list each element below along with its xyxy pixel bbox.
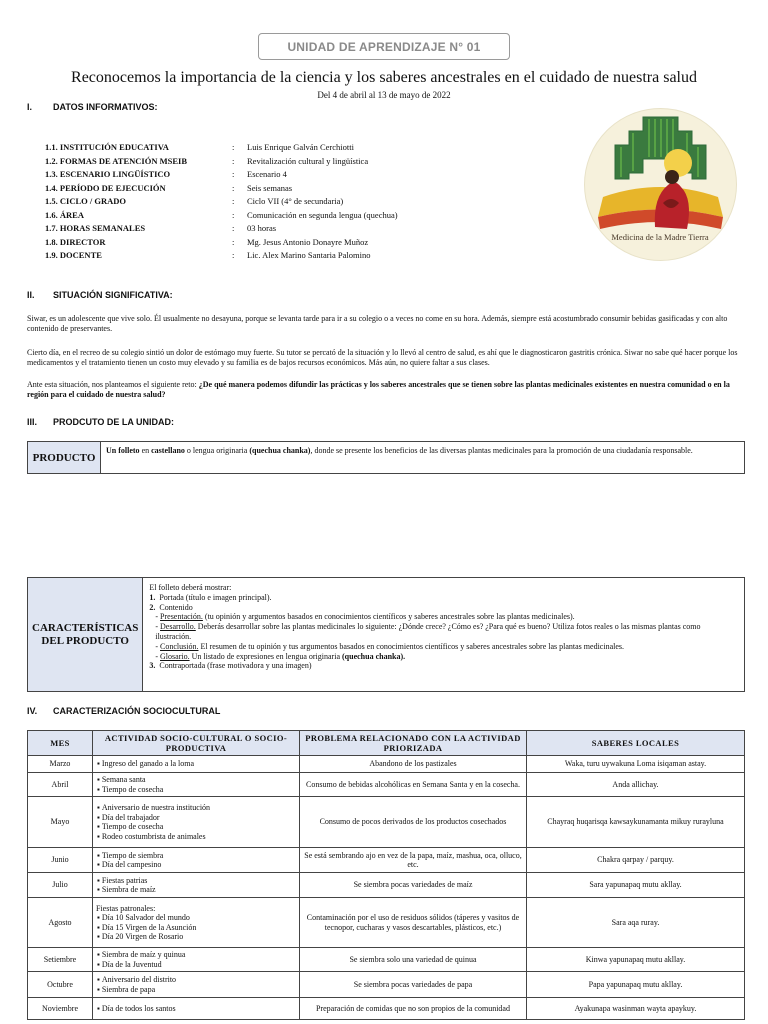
info-colon: : [232, 223, 235, 233]
cell-actividad [93, 873, 300, 898]
actividad-item: ▪ Siembra de maíz y quinua [96, 950, 296, 960]
situation-challenge [27, 380, 739, 400]
info-key: 1.1. INSTITUCIÓN EDUCATIVA [45, 142, 169, 152]
info-row [45, 222, 398, 236]
info-colon: : [232, 169, 235, 179]
table-row [28, 797, 745, 848]
cell-saberes: Papa yapunapaq mutu akllay. [527, 972, 745, 998]
char-item-1: 1. Portada (título e imagen principal). [149, 592, 272, 602]
char-sub-glosario: - Glosario. Un listado de expresiones en lengua originaria (quechua chanka). [155, 651, 406, 661]
product-description: Un folleto en castellano o lengua originaria (quechua chanka), donde se presente los beneficios de las diversas plantas medicinales para la promoción de una ciudadanía responsable. [101, 442, 745, 474]
section-number: IV. [27, 706, 38, 716]
actividad-item: ▪ Día 15 Virgen de la Asunción [96, 923, 296, 933]
info-key: 1.8. DIRECTOR [45, 236, 106, 247]
actividad-pre: Fiestas patronales: [96, 903, 156, 913]
cell-mes: Abril [28, 773, 93, 797]
actividad-item: ▪ Siembra de papa [96, 985, 296, 995]
char-item-2: 2. Contenido [149, 602, 193, 612]
section-number: II. [27, 290, 35, 300]
info-value: Comunicación en segunda lengua (quechua) [247, 209, 398, 220]
cell-mes: Agosto [28, 898, 93, 948]
actividad-item: ▪ Aniversario del distrito [96, 975, 296, 985]
table-row [28, 873, 745, 898]
info-row [45, 168, 398, 182]
info-row [45, 195, 398, 209]
table-row [28, 756, 745, 773]
char-item-3: 3. Contraportada (frase motivadora y una imagen) [149, 661, 312, 671]
col-header-problema: PROBLEMA RELACIONADO CON LA ACTIVIDAD PRIORIZADA [300, 731, 527, 756]
cell-saberes: Waka, turu uywakuna Loma isiqaman astay. [527, 756, 745, 773]
actividad-item: ▪ Día 20 Virgen de Rosario [96, 932, 296, 942]
cell-actividad [93, 898, 300, 948]
cell-problema: Consumo de bebidas alcohólicas en Semana Santa y en la cosecha. [300, 773, 527, 797]
info-list [45, 141, 398, 263]
section-title: DATOS INFORMATIVOS: [53, 102, 158, 112]
info-key: 1.2. FORMAS DE ATENCIÓN MSEIB [45, 155, 187, 166]
cell-mes: Octubre [28, 972, 93, 998]
actividad-item: ▪ Tiempo de cosecha [96, 785, 296, 795]
cell-mes: Noviembre [28, 998, 93, 1020]
info-row [45, 182, 398, 196]
product-table [27, 441, 745, 474]
info-key: 1.4. PERÍODO DE EJECUCIÓN [45, 182, 166, 193]
section-number: III. [27, 417, 38, 427]
info-colon: : [232, 182, 235, 193]
cell-actividad [93, 948, 300, 972]
table-row [28, 848, 745, 873]
cell-actividad [93, 773, 300, 797]
actividad-item: ▪ Aniversario de nuestra institución [96, 803, 296, 813]
cell-saberes: Chakra qarpay / parquy. [527, 848, 745, 873]
info-key: 1.9. DOCENTE [45, 250, 102, 260]
info-value: Mg. Jesus Antonio Donayre Muñoz [247, 236, 369, 247]
cell-saberes: Kinwa yapunapaq mutu akllay. [527, 948, 745, 972]
section-number: I. [27, 102, 33, 112]
section-heading-4 [27, 706, 220, 716]
char-sub-desarrollo: - Desarrollo. Deberás desarrollar sobre las plantas medicinales lo siguiente: ¿Dónde crece? ¿Cómo es? ¿Para qué es bueno? Utiliza fotos reales o las mismas plantas como ilustración. [155, 622, 701, 641]
challenge-question: ¿De qué manera podemos difundir las prácticas y los saberes ancestrales que se tienen sobre las plantas medicinales existentes en nuestra comunidad o en la región para el cuidado de nuestra salud? [27, 380, 730, 399]
cell-mes: Setiembre [28, 948, 93, 972]
section-title: SITUACIÓN SIGNIFICATIVA: [53, 290, 173, 300]
characteristics-content [143, 578, 745, 692]
cell-problema: Se siembra pocas variedades de maíz [300, 873, 527, 898]
info-colon: : [232, 209, 235, 220]
sociocultural-table [27, 730, 745, 1020]
info-colon: : [232, 142, 235, 152]
section-heading-1 [27, 102, 158, 112]
unit-label: UNIDAD DE APRENDIZAJE N° 01 [287, 39, 481, 54]
cell-saberes: Anda allichay. [527, 773, 745, 797]
actividad-item: ▪ Fiestas patrias [96, 876, 296, 886]
info-value: Lic. Alex Marino Santaria Palomino [247, 250, 371, 260]
char-sub-presentacion: - Presentación. (tu opinión y argumentos basados en conocimientos científicos y saberes ancestrales sobre las plantas medicinales). [155, 612, 575, 622]
cell-mes: Mayo [28, 797, 93, 848]
actividad-item: ▪ Día de la Juventud [96, 960, 296, 970]
info-key: 1.7. HORAS SEMANALES [45, 223, 146, 233]
cell-actividad [93, 998, 300, 1020]
cell-problema: Abandono de los pastizales [300, 756, 527, 773]
table-row [28, 948, 745, 972]
situation-paragraph-1: Siwar, es un adolescente que vive solo. Él usualmente no desayuna, porque se levanta tarde para ir a su colegio o a veces no come en su hora. Además, siempre está acostumbrado consumir bebidas gasificadas y con alto contenido de preservantes. [27, 314, 728, 333]
cell-problema: Se siembra solo una variedad de quinua [300, 948, 527, 972]
cell-saberes: Sara yapunapaq mutu akllay. [527, 873, 745, 898]
info-row [45, 155, 398, 169]
col-header-saberes: SABERES LOCALES [527, 731, 745, 756]
medicina-madre-tierra-logo [583, 107, 738, 262]
cell-mes: Junio [28, 848, 93, 873]
info-value: Revitalización cultural y lingüística [247, 155, 369, 166]
actividad-item: ▪ Día 10 Salvador del mundo [96, 913, 296, 923]
cell-actividad [93, 797, 300, 848]
cell-actividad [93, 972, 300, 998]
actividad-item: ▪ Rodeo costumbrista de animales [96, 832, 296, 842]
info-colon: : [232, 155, 235, 166]
cell-problema: Consumo de pocos derivados de los productos cosechados [300, 797, 527, 848]
challenge-intro: Ante esta situación, nos planteamos el siguiente reto: [27, 380, 199, 389]
situation-paragraph-2: Cierto día, en el recreo de su colegio sintió un dolor de estómago muy fuerte. Su tutor se percató de la situación y lo llevó al centro de salud, es ahí que le diagnosticaron gastritis crónica. Siwar no sabe qué hacer porque los medicamentos y el tratamiento tienen un costo muy elevado y su familia es de bajos recursos económicos. Más aún, no quiere faltar a sus clases. [27, 348, 738, 367]
info-row [45, 236, 398, 250]
cell-saberes: Chayraq huqarisqa kawsaykunamanta mikuy rurayluna [527, 797, 745, 848]
product-label: PRODUCTO [28, 442, 101, 474]
product-characteristics-table [27, 577, 745, 692]
info-colon: : [232, 196, 235, 206]
cell-saberes: Sara aqa ruray. [527, 898, 745, 948]
info-row [45, 141, 398, 155]
cell-actividad [93, 756, 300, 773]
info-value: Seis semanas [247, 182, 293, 193]
cell-problema: Preparación de comidas que no son propios de la comunidad [300, 998, 527, 1020]
characteristics-label: CARACTERÍSTICAS DEL PRODUCTO [28, 578, 143, 692]
actividad-item: ▪ Semana santa [96, 775, 296, 785]
info-row [45, 209, 398, 223]
date-range: Del 4 de abril al 13 de mayo de 2022 [317, 90, 451, 100]
section-title: CARACTERIZACIÓN SOCIOCULTURAL [53, 706, 221, 716]
actividad-item: ▪ Ingreso del ganado a la loma [96, 759, 296, 769]
info-key: 1.5. CICLO / GRADO [45, 196, 126, 206]
info-value: 03 horas [247, 223, 277, 233]
info-value: Escenario 4 [247, 169, 287, 179]
info-colon: : [232, 250, 235, 260]
info-row [45, 249, 398, 263]
info-colon: : [232, 236, 235, 247]
cell-mes: Marzo [28, 756, 93, 773]
actividad-item: ▪ Siembra de maíz [96, 885, 296, 895]
cell-problema: Se está sembrando ajo en vez de la papa, maíz, mashua, oca, olluco, etc. [300, 848, 527, 873]
actividad-item: ▪ Día del trabajador [96, 813, 296, 823]
cell-problema: Se siembra pocas variedades de papa [300, 972, 527, 998]
table-row [28, 972, 745, 998]
actividad-item: ▪ Día del campesino [96, 860, 296, 870]
actividad-item: ▪ Día de todos los santos [96, 1004, 296, 1014]
table-row [28, 898, 745, 948]
info-value: Luis Enrique Galván Cerchiotti [247, 142, 354, 152]
table-row [28, 773, 745, 797]
cell-mes: Julio [28, 873, 93, 898]
cell-problema: Contaminación por el uso de residuos sólidos (táperes y vasitos de tecnopor, cucharas y vasos descartables, plásticos, etc.) [300, 898, 527, 948]
table-row [28, 998, 745, 1020]
logo-caption: Medicina de la Madre Tierra [611, 232, 709, 242]
cell-saberes: Ayakunapa wasinman wayta apaykuy. [527, 998, 745, 1020]
col-header-actividad: ACTIVIDAD SOCIO-CULTURAL O SOCIO-PRODUCTIVA [93, 731, 300, 756]
char-sub-conclusion: - Conclusión. El resumen de tu opinión y tus argumentos basados en conocimientos científicos y saberes ancestrales sobre las plantas medicinales. [155, 641, 624, 651]
section-title: PRODCUTO DE LA UNIDAD: [53, 417, 174, 427]
info-value: Ciclo VII (4° de secundaria) [247, 196, 344, 206]
actividad-item: ▪ Tiempo de siembra [96, 851, 296, 861]
section-heading-3 [27, 417, 174, 427]
actividad-item: ▪ Tiempo de cosecha [96, 822, 296, 832]
unit-label-box [258, 33, 510, 60]
info-key: 1.3. ESCENARIO LINGÜÍSTICO [45, 169, 171, 179]
col-header-mes: MES [28, 731, 93, 756]
info-key: 1.6. ÁREA [45, 209, 84, 220]
characteristics-intro: El folleto deberá mostrar: [149, 583, 232, 592]
section-heading-2 [27, 290, 173, 300]
cell-actividad [93, 848, 300, 873]
document-title: Reconocemos la importancia de la ciencia y los saberes ancestrales en el cuidado de nuestra salud [71, 69, 697, 86]
